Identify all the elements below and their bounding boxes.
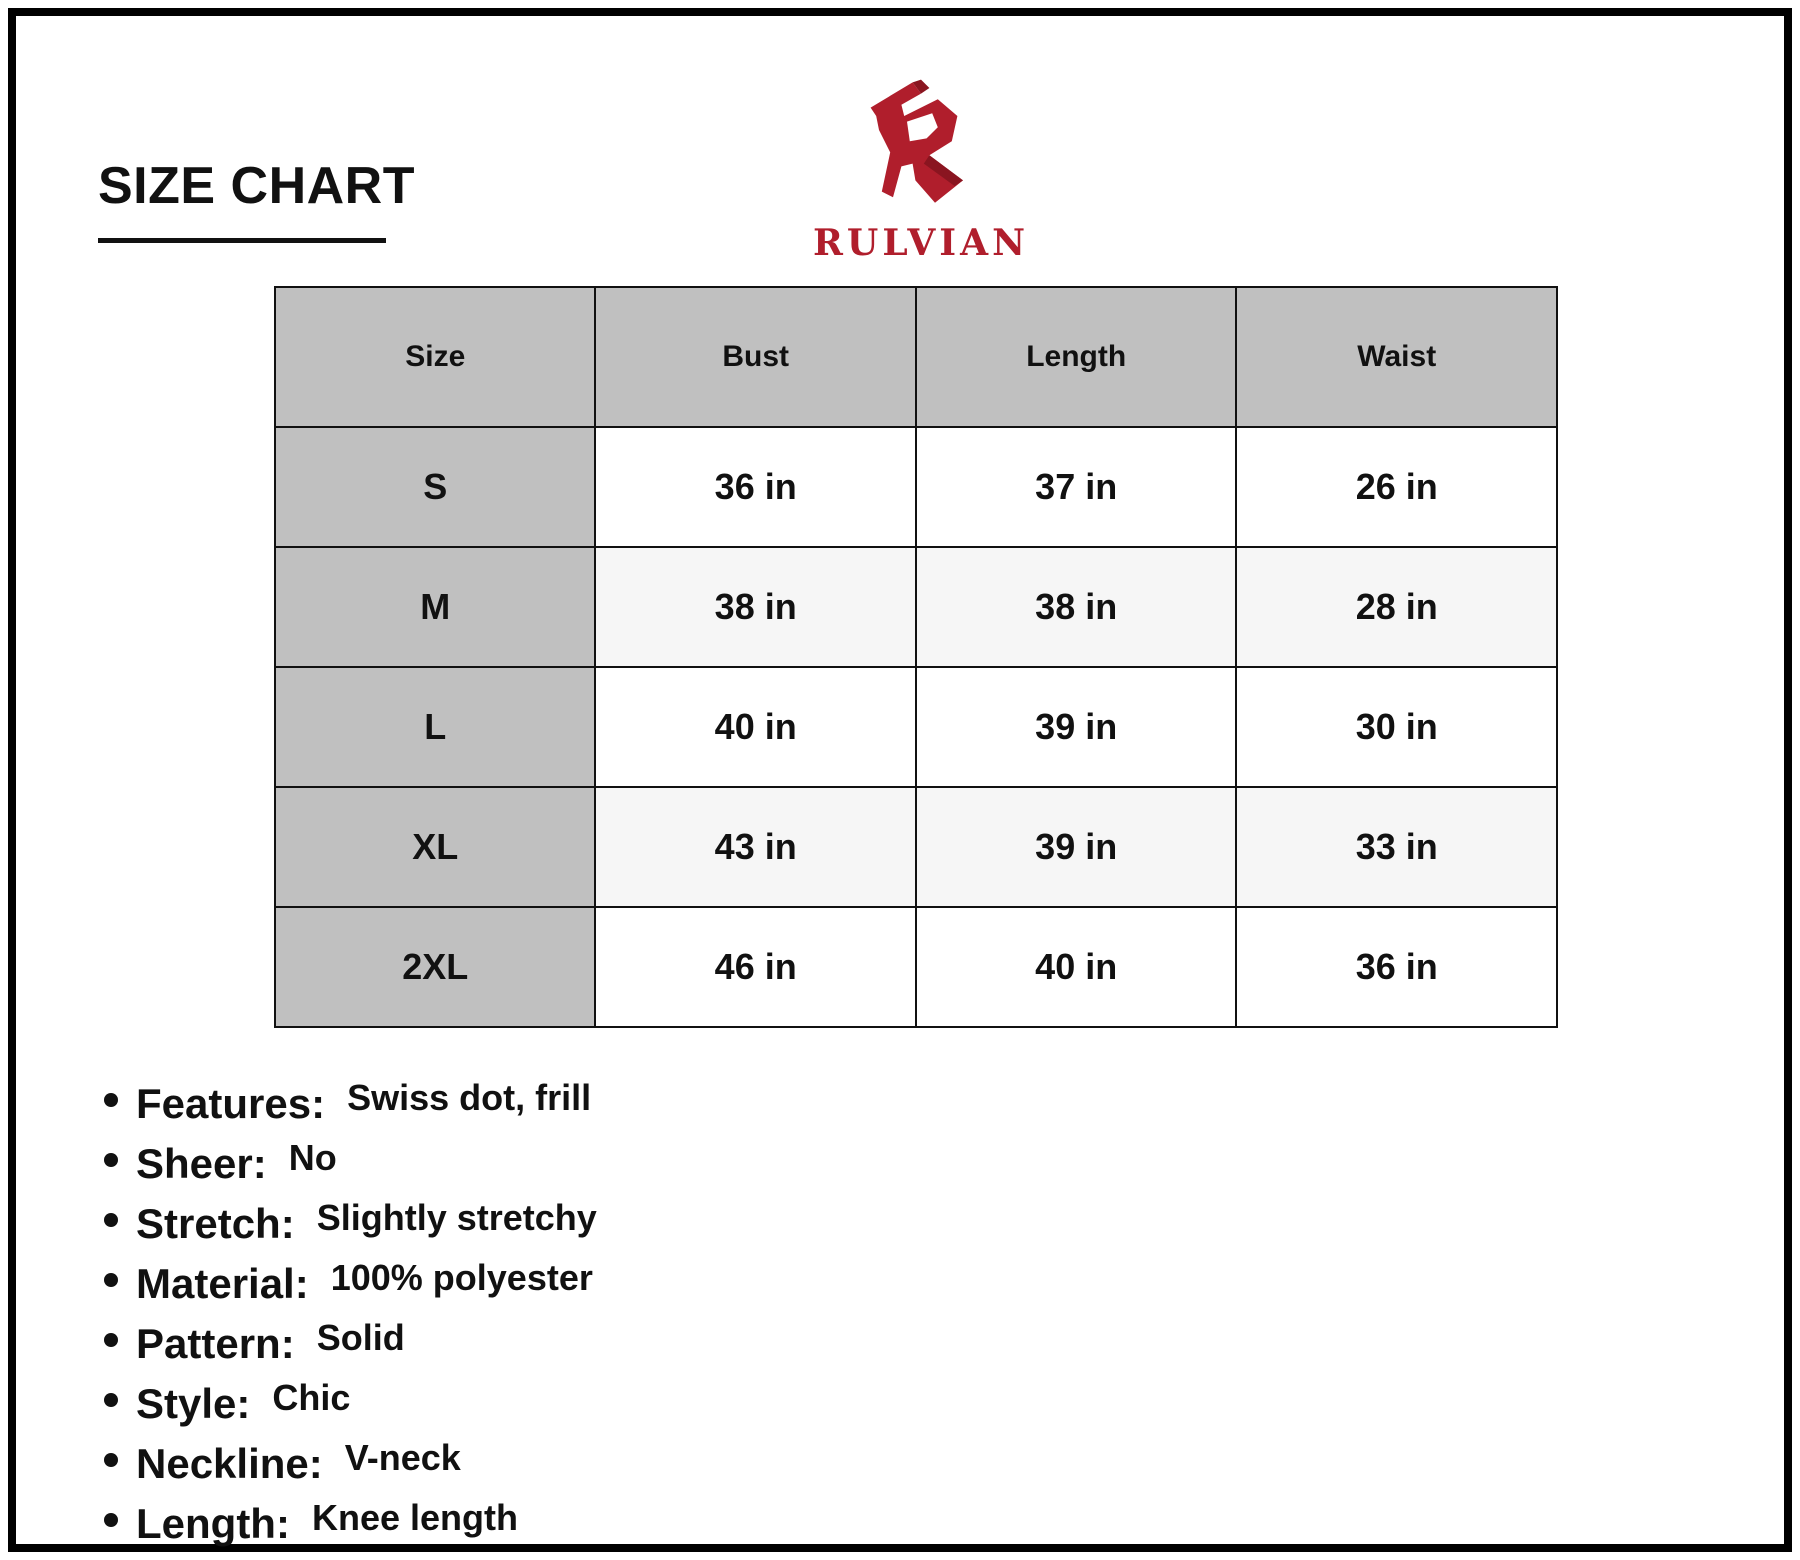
- list-item: [104, 1374, 597, 1434]
- list-item: [104, 1134, 597, 1194]
- list-item: [104, 1074, 597, 1134]
- table-row: [275, 787, 1557, 907]
- feature-value: 100% polyester: [330, 1257, 593, 1298]
- page-title: SIZE CHART: [98, 157, 415, 215]
- feature-label: Stretch:: [136, 1200, 295, 1247]
- col-header-length: Length: [916, 287, 1237, 427]
- list-item: [104, 1494, 597, 1554]
- bullet-icon: [104, 1153, 118, 1167]
- table-row: [275, 427, 1557, 547]
- table-header-row: [275, 287, 1557, 427]
- col-header-size: Size: [275, 287, 595, 427]
- bust-cell: 36 in: [595, 427, 915, 547]
- waist-cell: 26 in: [1236, 427, 1557, 547]
- length-cell: 37 in: [916, 427, 1237, 547]
- bullet-icon: [104, 1393, 118, 1407]
- feature-value: Swiss dot, frill: [347, 1077, 592, 1118]
- feature-value: Chic: [272, 1377, 351, 1418]
- col-header-bust: Bust: [595, 287, 915, 427]
- waist-cell: 36 in: [1236, 907, 1557, 1027]
- feature-value: Slightly stretchy: [316, 1197, 597, 1238]
- feature-label: Length:: [136, 1500, 290, 1547]
- list-item: [104, 1314, 597, 1374]
- size-cell: 2XL: [275, 907, 595, 1027]
- bust-cell: 43 in: [595, 787, 915, 907]
- list-item: [104, 1254, 597, 1314]
- table-row: [275, 907, 1557, 1027]
- waist-cell: 30 in: [1236, 667, 1557, 787]
- waist-cell: 28 in: [1236, 547, 1557, 667]
- list-item: [104, 1194, 597, 1254]
- bust-cell: 38 in: [595, 547, 915, 667]
- size-cell: XL: [275, 787, 595, 907]
- size-table: [274, 286, 1558, 1028]
- brand-wordmark: RULVIAN: [813, 222, 1029, 264]
- feature-value: No: [288, 1137, 337, 1178]
- length-cell: 39 in: [916, 787, 1237, 907]
- length-cell: 39 in: [916, 667, 1237, 787]
- bullet-icon: [104, 1333, 118, 1347]
- feature-value: V-neck: [344, 1437, 461, 1478]
- size-chart-frame: [8, 8, 1792, 1552]
- feature-value: Knee length: [311, 1497, 518, 1538]
- r-monogram-icon: [851, 74, 991, 214]
- length-cell: 40 in: [916, 907, 1237, 1027]
- bullet-icon: [104, 1213, 118, 1227]
- feature-label: Material:: [136, 1260, 309, 1307]
- size-cell: S: [275, 427, 595, 547]
- feature-label: Neckline:: [136, 1440, 323, 1487]
- size-cell: L: [275, 667, 595, 787]
- bullet-icon: [104, 1453, 118, 1467]
- col-header-waist: Waist: [1236, 287, 1557, 427]
- feature-label: Style:: [136, 1380, 251, 1427]
- size-cell: M: [275, 547, 595, 667]
- feature-list: [104, 1074, 597, 1554]
- bullet-icon: [104, 1513, 118, 1527]
- length-cell: 38 in: [916, 547, 1237, 667]
- list-item: [104, 1434, 597, 1494]
- feature-label: Sheer:: [136, 1140, 267, 1187]
- title-underline: [98, 238, 386, 243]
- bullet-icon: [104, 1093, 118, 1107]
- bust-cell: 46 in: [595, 907, 915, 1027]
- brand-logo: [786, 74, 1056, 274]
- feature-value: Solid: [316, 1317, 405, 1358]
- table-row: [275, 667, 1557, 787]
- bust-cell: 40 in: [595, 667, 915, 787]
- feature-label: Pattern:: [136, 1320, 295, 1367]
- waist-cell: 33 in: [1236, 787, 1557, 907]
- table-row: [275, 547, 1557, 667]
- bullet-icon: [104, 1273, 118, 1287]
- feature-label: Features:: [136, 1080, 326, 1127]
